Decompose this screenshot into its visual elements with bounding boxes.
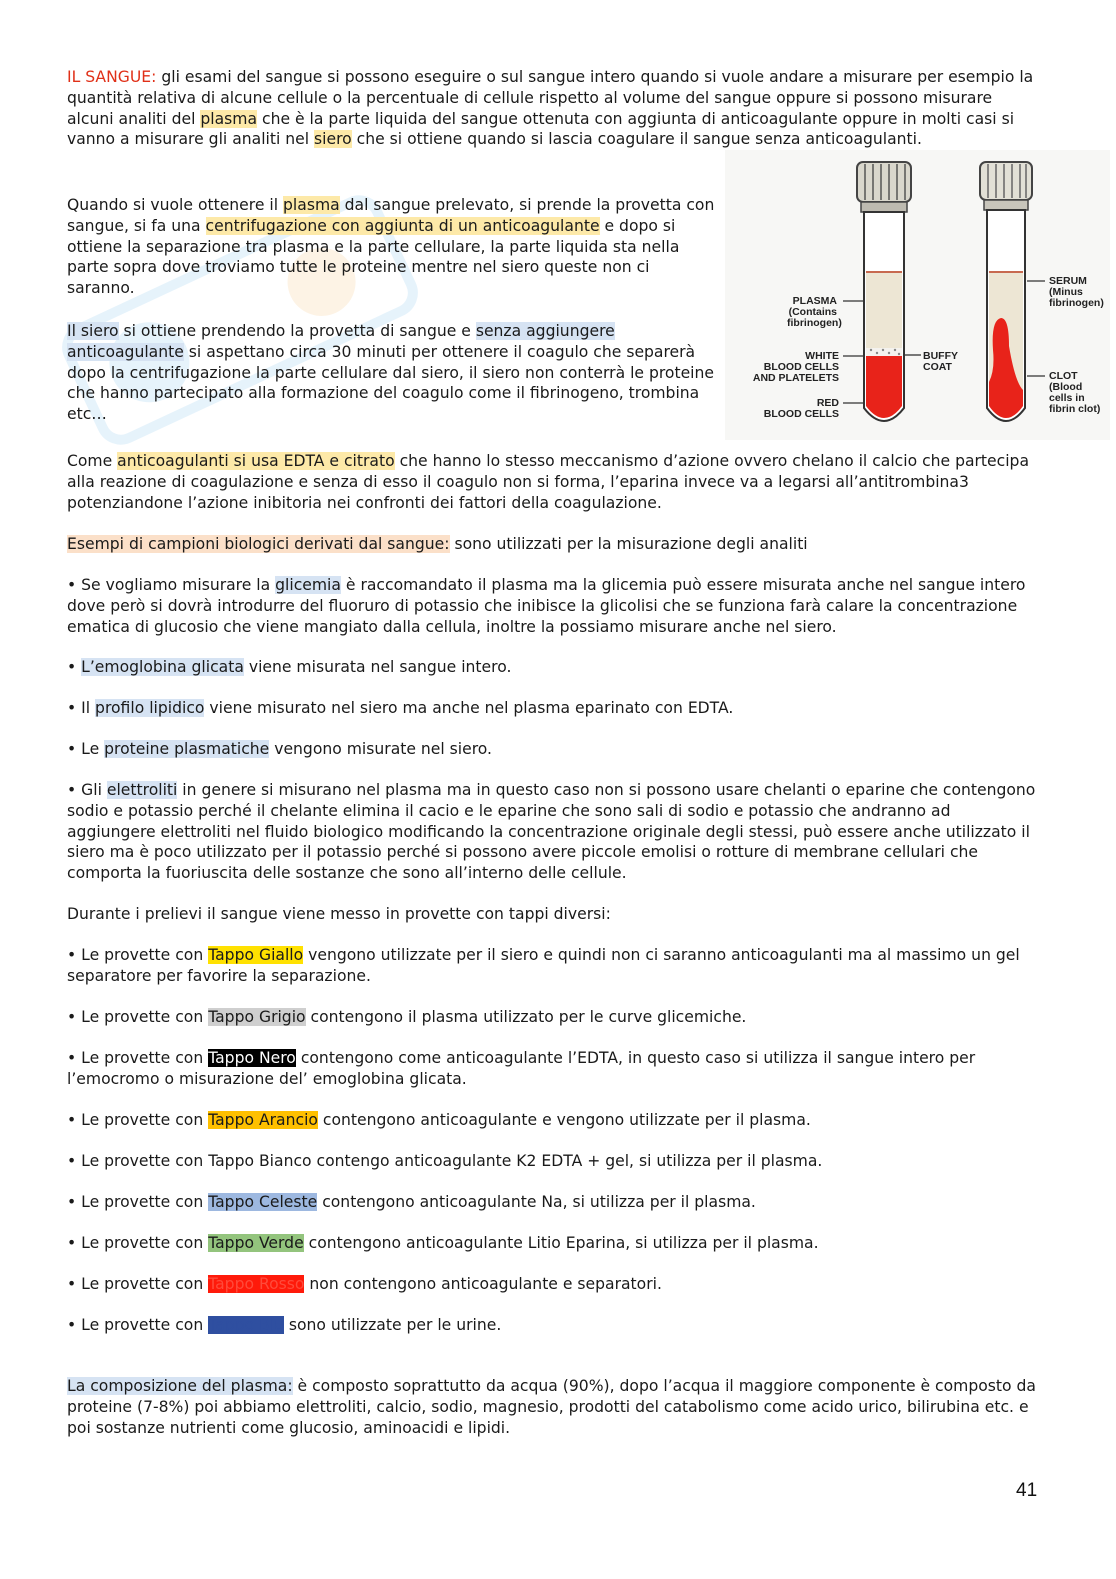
tube-rosso: • Le provette con Tappo Rosso non contengono anticoagulante e separatori.	[67, 1275, 662, 1293]
bullet-proteine: • Le proteine plasmatiche vengono misurate nel siero.	[67, 740, 493, 758]
bullet-elettroliti: • Gli elettroliti in genere si misurano nel plasma ma in questo caso non si possono usare chelanti o eparine che contengono sodio e potassio perché il chelante elimina il cacio e le eparine che sono sali di sodio e potassio che andranno ad aggiungere elettroliti nel fluido biologico modificando la concentrazione originale degli stessi, può essere anche utilizzato il siero ma è poco utilizzato per il potassio perché si possono avere piccole emolisi o rotture di membrane cellulari che comporta la fuoriuscita delle sostanze che sono all’interno delle cellule.	[67, 781, 1036, 883]
tube-verde: • Le provette con Tappo Verde contengono anticoagulante Litio Eparina, si utilizza per il plasma.	[67, 1234, 819, 1252]
label-plasma: PLASMA (Contains fibrinogen)	[787, 295, 842, 329]
tube-arancio: • Le provette con Tappo Arancio contengono anticoagulante e vengono utilizzate per il plasma.	[67, 1111, 811, 1129]
tube-bianco: • Le provette con Tappo Bianco contengo anticoagulante K2 EDTA + gel, si utilizza per il plasma.	[67, 1152, 823, 1170]
section-title: IL SANGUE:	[67, 68, 157, 86]
composizione-paragraph: La composizione del plasma: è composto soprattutto da acqua (90%), dopo l’acqua il maggiore componente è composto da proteine (7-8%) poi abbiamo elettroliti, calcio, sodio, magnesio, prodotti del catabolismo come acido urico, bilirubina etc. e poi sostanze nutrienti come glucosio, aminoacidi e lipidi.	[67, 1377, 1036, 1437]
plasma-paragraph: Quando si vuole ottenere il plasma dal sangue prelevato, si prende la provetta con sangue, si fa una centrifugazione con aggiunta di un anticoagulante e dopo si ottiene la separazione tra plasma e la parte cellulare, la parte liquida sta nella parte sopra dove troviamo tutte le proteine mentre nel siero queste non ci saranno.	[67, 196, 715, 298]
label-red-cells: RED BLOOD CELLS	[763, 397, 839, 420]
bullet-profilo-lipidico: • Il profilo lipidico viene misurato nel siero ma anche nel plasma eparinato con EDTA.	[67, 699, 734, 717]
plasma-tube	[857, 162, 911, 421]
tube-nero: • Le provette con Tappo Nero contengono come anticoagulante l’EDTA, in questo caso si utilizza il sangue intero per l’emocromo o misurazione del’ emoglobina glicata.	[67, 1049, 976, 1088]
label-white-cells: WHITE BLOOD CELLS AND PLATELETS	[752, 350, 839, 384]
anticoagulant-paragraph: Come anticoagulanti si usa EDTA e citrato che hanno lo stesso meccanismo d’azione ovvero chelano il calcio che partecipa alla reazione di coagulazione e senza di esso il coagulo non si forma, l’eparina invece va a legarsi all’antitrombina3 potenziandone l’azione inibitoria nei confronti dei fattori della coagulazione.	[67, 452, 1030, 512]
label-buffy-coat: BUFFY COAT	[923, 350, 958, 373]
siero-paragraph: Il siero si ottiene prendendo la provetta di sangue e senza aggiungere anticoagulante si aspettano circa 30 minuti per ottenere il coagulo che separerà dopo la centrifugazione la parte cellulare dal siero, il siero non conterrà le proteine che hanno partecipato alla formazione del coagulo come il fibrinogeno, trombina etc…	[67, 322, 714, 424]
tube-giallo: • Le provette con Tappo Giallo vengono utilizzate per il siero e quindi non ci saranno anticoagulanti ma al massimo un gel separatore per favorire la separazione.	[67, 946, 1020, 985]
serum-tube	[980, 162, 1032, 421]
label-serum: SERUM (Minus fibrinogen)	[1049, 275, 1104, 309]
page-number: 41	[1016, 1480, 1038, 1501]
bullet-glicemia: • Se vogliamo misurare la glicemia è raccomandato il plasma ma la glicemia può essere misurata anche nel sangue intero dove però si dovrà introdurre del fluoruro di potassio che inibisce la glicolisi che se funziona farà calare la concentrazione ematica di glucosio che viene mangiato dalla cellula, inoltre la possiamo misurare anche nel siero.	[67, 576, 1026, 636]
tube-blu: • Le provette con Tappo Blu sono utilizzate per le urine.	[67, 1316, 502, 1334]
tube-celeste: • Le provette con Tappo Celeste contengono anticoagulante Na, si utilizza per il plasma.	[67, 1193, 756, 1211]
plasma-serum-figure	[725, 150, 1110, 440]
tube-grigio: • Le provette con Tappo Grigio contengono il plasma utilizzato per le curve glicemiche.	[67, 1008, 747, 1026]
esempi-paragraph: Esempi di campioni biologici derivati dal sangue: sono utilizzati per la misurazione degli analiti	[67, 535, 808, 553]
prelievi-intro: Durante i prelievi il sangue viene messo in provette con tappi diversi:	[67, 905, 611, 923]
bullet-emoglobina: • L’emoglobina glicata viene misurata nel sangue intero.	[67, 658, 512, 676]
intro-paragraph: IL SANGUE: gli esami del sangue si possono eseguire o sul sangue intero quando si vuole andare a misurare per esempio la quantità relativa di alcune cellule o la percentuale di cellule rispetto al volume del sangue oppure si possono misurare alcuni analiti del plasma che è la parte liquida del sangue ottenuta con aggiunta di anticoagulante oppure in molti casi si vanno a misurare gli analiti nel siero che si ottiene quando si lascia coagulare il sangue senza anticoagulanti.	[67, 68, 1034, 149]
label-clot: CLOT (Blood cells in fibrin clot)	[1049, 370, 1101, 415]
